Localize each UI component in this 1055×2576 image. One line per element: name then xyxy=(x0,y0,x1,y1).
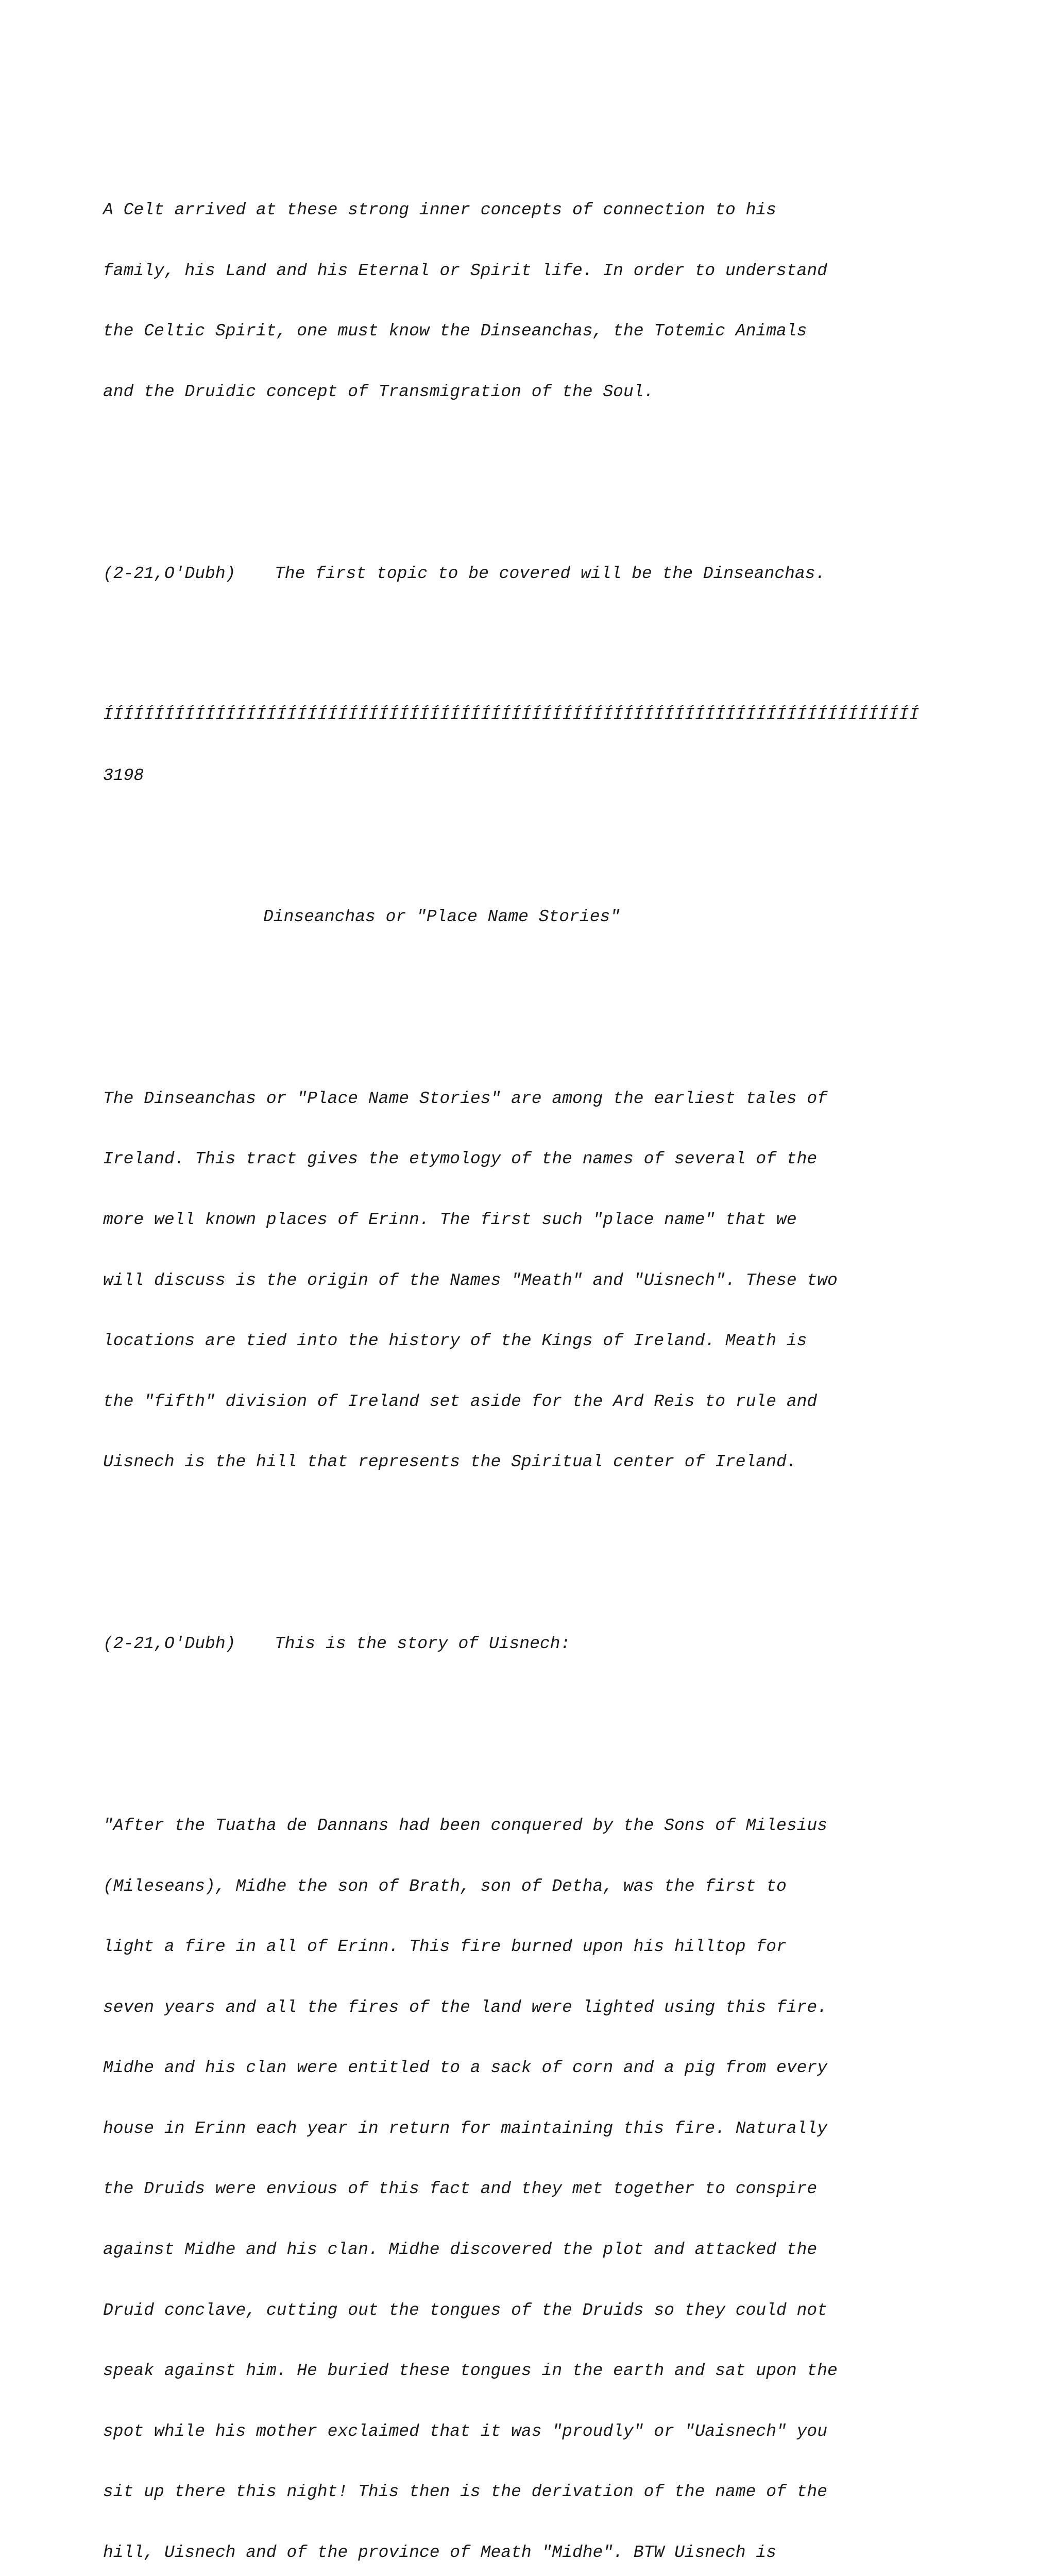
text-line: more well known places of Erinn. The first such "place name" that we xyxy=(103,1210,797,1229)
text-line: locations are tied into the history of the Kings of Ireland. Meath is xyxy=(103,1331,807,1351)
text-line: light a fire in all of Erinn. This fire burned upon his hilltop for xyxy=(103,1937,787,1957)
separator-line: ÍÍÍÍÍÍÍÍÍÍÍÍÍÍÍÍÍÍÍÍÍÍÍÍÍÍÍÍÍÍÍÍÍÍÍÍÍÍÍÍÍÍÍÍÍÍÍÍÍÍÍÍÍÍÍÍÍÍÍÍÍÍÍÍÍÍÍÍÍÍÍÍÍÍÍÍÍÍÍÍ xyxy=(103,705,920,724)
text-line: The Dinseanchas or "Place Name Stories" are among the earliest tales of xyxy=(103,1089,828,1108)
text-line: "After the Tuatha de Dannans had been conquered by the Sons of Milesius xyxy=(103,1816,828,1835)
intro-paragraph xyxy=(103,160,1010,443)
text-line: the Celtic Spirit, one must know the Dinseanchas, the Totemic Animals xyxy=(103,321,807,341)
text-line: the Druids were envious of this fact and they met together to conspire xyxy=(103,2179,818,2199)
paragraph-uisnech-story xyxy=(103,1775,1010,2576)
text-line: the "fifth" division of Ireland set aside for the Ard Reis to rule and xyxy=(103,1392,818,1411)
text-line: will discuss is the origin of the Names "Meath" and "Uisnech". These two xyxy=(103,1270,838,1290)
text-line: Ireland. This tract gives the etymology of the names of several of the xyxy=(103,1149,818,1169)
section-title: Dinseanchas or "Place Name Stories" xyxy=(263,907,621,926)
text-line: (Mileseans), Midhe the son of Brath, son of Detha, was the first to xyxy=(103,1876,787,1896)
text-line: speak against him. He buried these tongues in the earth and sat upon the xyxy=(103,2361,838,2381)
text-line: Uisnech is the hill that represents the Spiritual center of Ireland. xyxy=(103,1452,797,1472)
document-page xyxy=(103,99,1010,2576)
text-line: family, his Land and his Eternal or Spirit life. In order to understand xyxy=(103,261,828,280)
text-line: hill, Uisnech and of the province of Meath "Midhe". BTW Uisnech is xyxy=(103,2543,777,2563)
text-line: house in Erinn each year in return for maintaining this fire. Naturally xyxy=(103,2119,828,2138)
text-line: spot while his mother exclaimed that it was "proudly" or "Uaisnech" you xyxy=(103,2421,828,2441)
text-line: Midhe and his clan were entitled to a sack of corn and a pig from every xyxy=(103,2058,828,2078)
text-line: against Midhe and his clan. Midhe discovered the plot and attacked the xyxy=(103,2240,818,2260)
chat-line xyxy=(103,1634,1010,1654)
text-line: and the Druidic concept of Transmigration of the Soul. xyxy=(103,382,654,401)
chat-speaker: (2-21,O'Dubh) xyxy=(103,1634,236,1654)
text-line: A Celt arrived at these strong inner concepts of connection to his xyxy=(103,200,777,220)
text-line: seven years and all the fires of the land were lighted using this fire. xyxy=(103,1997,828,2017)
chat-text: This is the story of Uisnech: xyxy=(275,1634,571,1654)
separator-number: 3198 xyxy=(103,766,144,785)
text-line: sit up there this night! This then is the derivation of the name of the xyxy=(103,2482,828,2502)
text-line: Druid conclave, cutting out the tongues of the Druids so they could not xyxy=(103,2300,828,2320)
chat-line xyxy=(103,564,1010,584)
chat-text: The first topic to be covered will be the Dinseanchas. xyxy=(275,564,826,583)
chat-speaker: (2-21,O'Dubh) xyxy=(103,564,236,583)
paragraph-dinseanchas xyxy=(103,1048,1010,1513)
